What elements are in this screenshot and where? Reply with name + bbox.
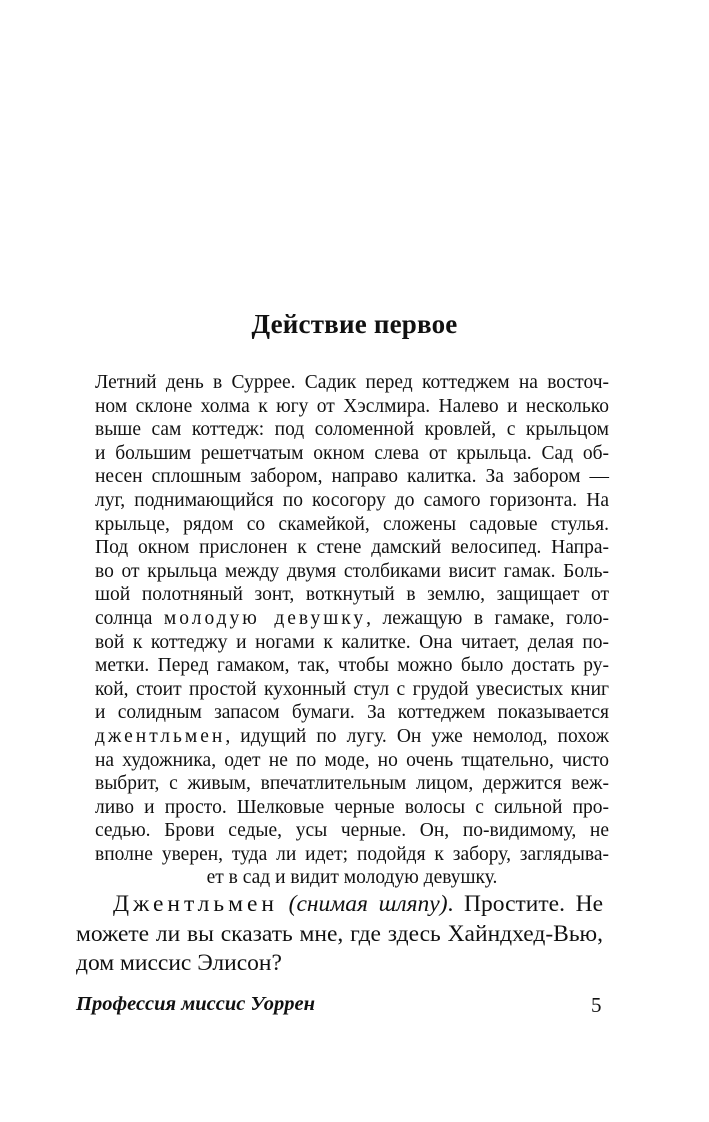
line-text: солнца xyxy=(95,607,164,629)
stage-direction-line: вой к коттеджу и ногами к калитке. Она читает, делая по- xyxy=(95,631,609,653)
stage-direction-line: Под окном прислонен к стене дамский велосипед. Напра- xyxy=(95,537,609,559)
stage-direction-line: и большим решетчатым окном слева от крыльца. Сад об- xyxy=(95,442,609,464)
line-text: , лежащую в гамаке, голо- xyxy=(366,607,609,629)
dialogue-line xyxy=(76,890,603,920)
stage-direction-line: во от крыльца между двумя столбиками висит гамак. Боль- xyxy=(95,560,609,582)
stage-direction-line: ливо и просто. Шелковые черные волосы с сильной про- xyxy=(95,796,609,818)
stage-direction-line xyxy=(95,607,609,631)
stage-direction-line: несен сплошным забором, направо калитка. За забором — xyxy=(95,466,609,488)
stage-direction xyxy=(95,371,609,890)
character-name-spaced: джентльмен xyxy=(95,725,226,747)
stage-direction-line: выбрит, с живым, впечатлительным лицом, держится веж- xyxy=(95,773,609,795)
act-heading: Действие первое xyxy=(251,309,458,339)
stage-direction-line: на художника, одет не по моде, но очень тщательно, чисто xyxy=(95,749,609,771)
dialogue-text: . Простите. Не xyxy=(447,891,603,917)
running-title: Профессия миссис Уоррен xyxy=(76,993,316,1015)
stage-direction-line: и солидным запасом бумаги. За коттеджем показывается xyxy=(95,702,609,724)
stage-direction-line: вполне уверен, туда ли идет; подойдя к забору, заглядыва- xyxy=(95,843,609,865)
stage-direction-line: луг, поднимающийся по косогору до самого горизонта. На xyxy=(95,489,609,511)
speaker-name: Джентльмен xyxy=(113,891,278,917)
line-text: , идущий по лугу. Он уже немолод, похож xyxy=(225,725,609,747)
stage-direction-line: метки. Перед гамаком, так, чтобы можно было достать ру- xyxy=(95,655,609,677)
stage-direction-line: ет в сад и видит молодую девушку. xyxy=(206,867,498,889)
dialogue-line: можете ли вы сказать мне, где здесь Хайндхед-Вью, xyxy=(76,920,603,947)
stage-direction-line: Летний день в Суррее. Садик перед коттеджем на восточ- xyxy=(95,372,609,393)
stage-remark: (снимая шляпу) xyxy=(288,891,448,917)
stage-direction-line xyxy=(95,725,609,749)
stage-direction-line: седью. Брови седые, усы черные. Он, по-видимому, не xyxy=(95,820,609,842)
stage-direction-line: выше сам коттедж: под соломенной кровлей, с крыльцом xyxy=(95,419,609,441)
stage-direction-line: крыльце, рядом со скамейкой, сложены садовые стулья. xyxy=(95,513,609,535)
character-name-spaced: молодую девушку xyxy=(163,607,367,629)
stage-direction-line: шой полотняный зонт, воткнутый в землю, защищает от xyxy=(95,584,609,606)
stage-direction-line: ном склоне холма к югу от Хэслмира. Налево и несколько xyxy=(95,395,609,417)
page-number: 5 xyxy=(591,993,602,1017)
stage-direction-line: кой, стоит простой кухонный стул с грудой увесистых книг xyxy=(95,678,609,700)
dialogue-line: дом миссис Элисон? xyxy=(76,950,282,976)
dialogue-block xyxy=(76,890,603,979)
